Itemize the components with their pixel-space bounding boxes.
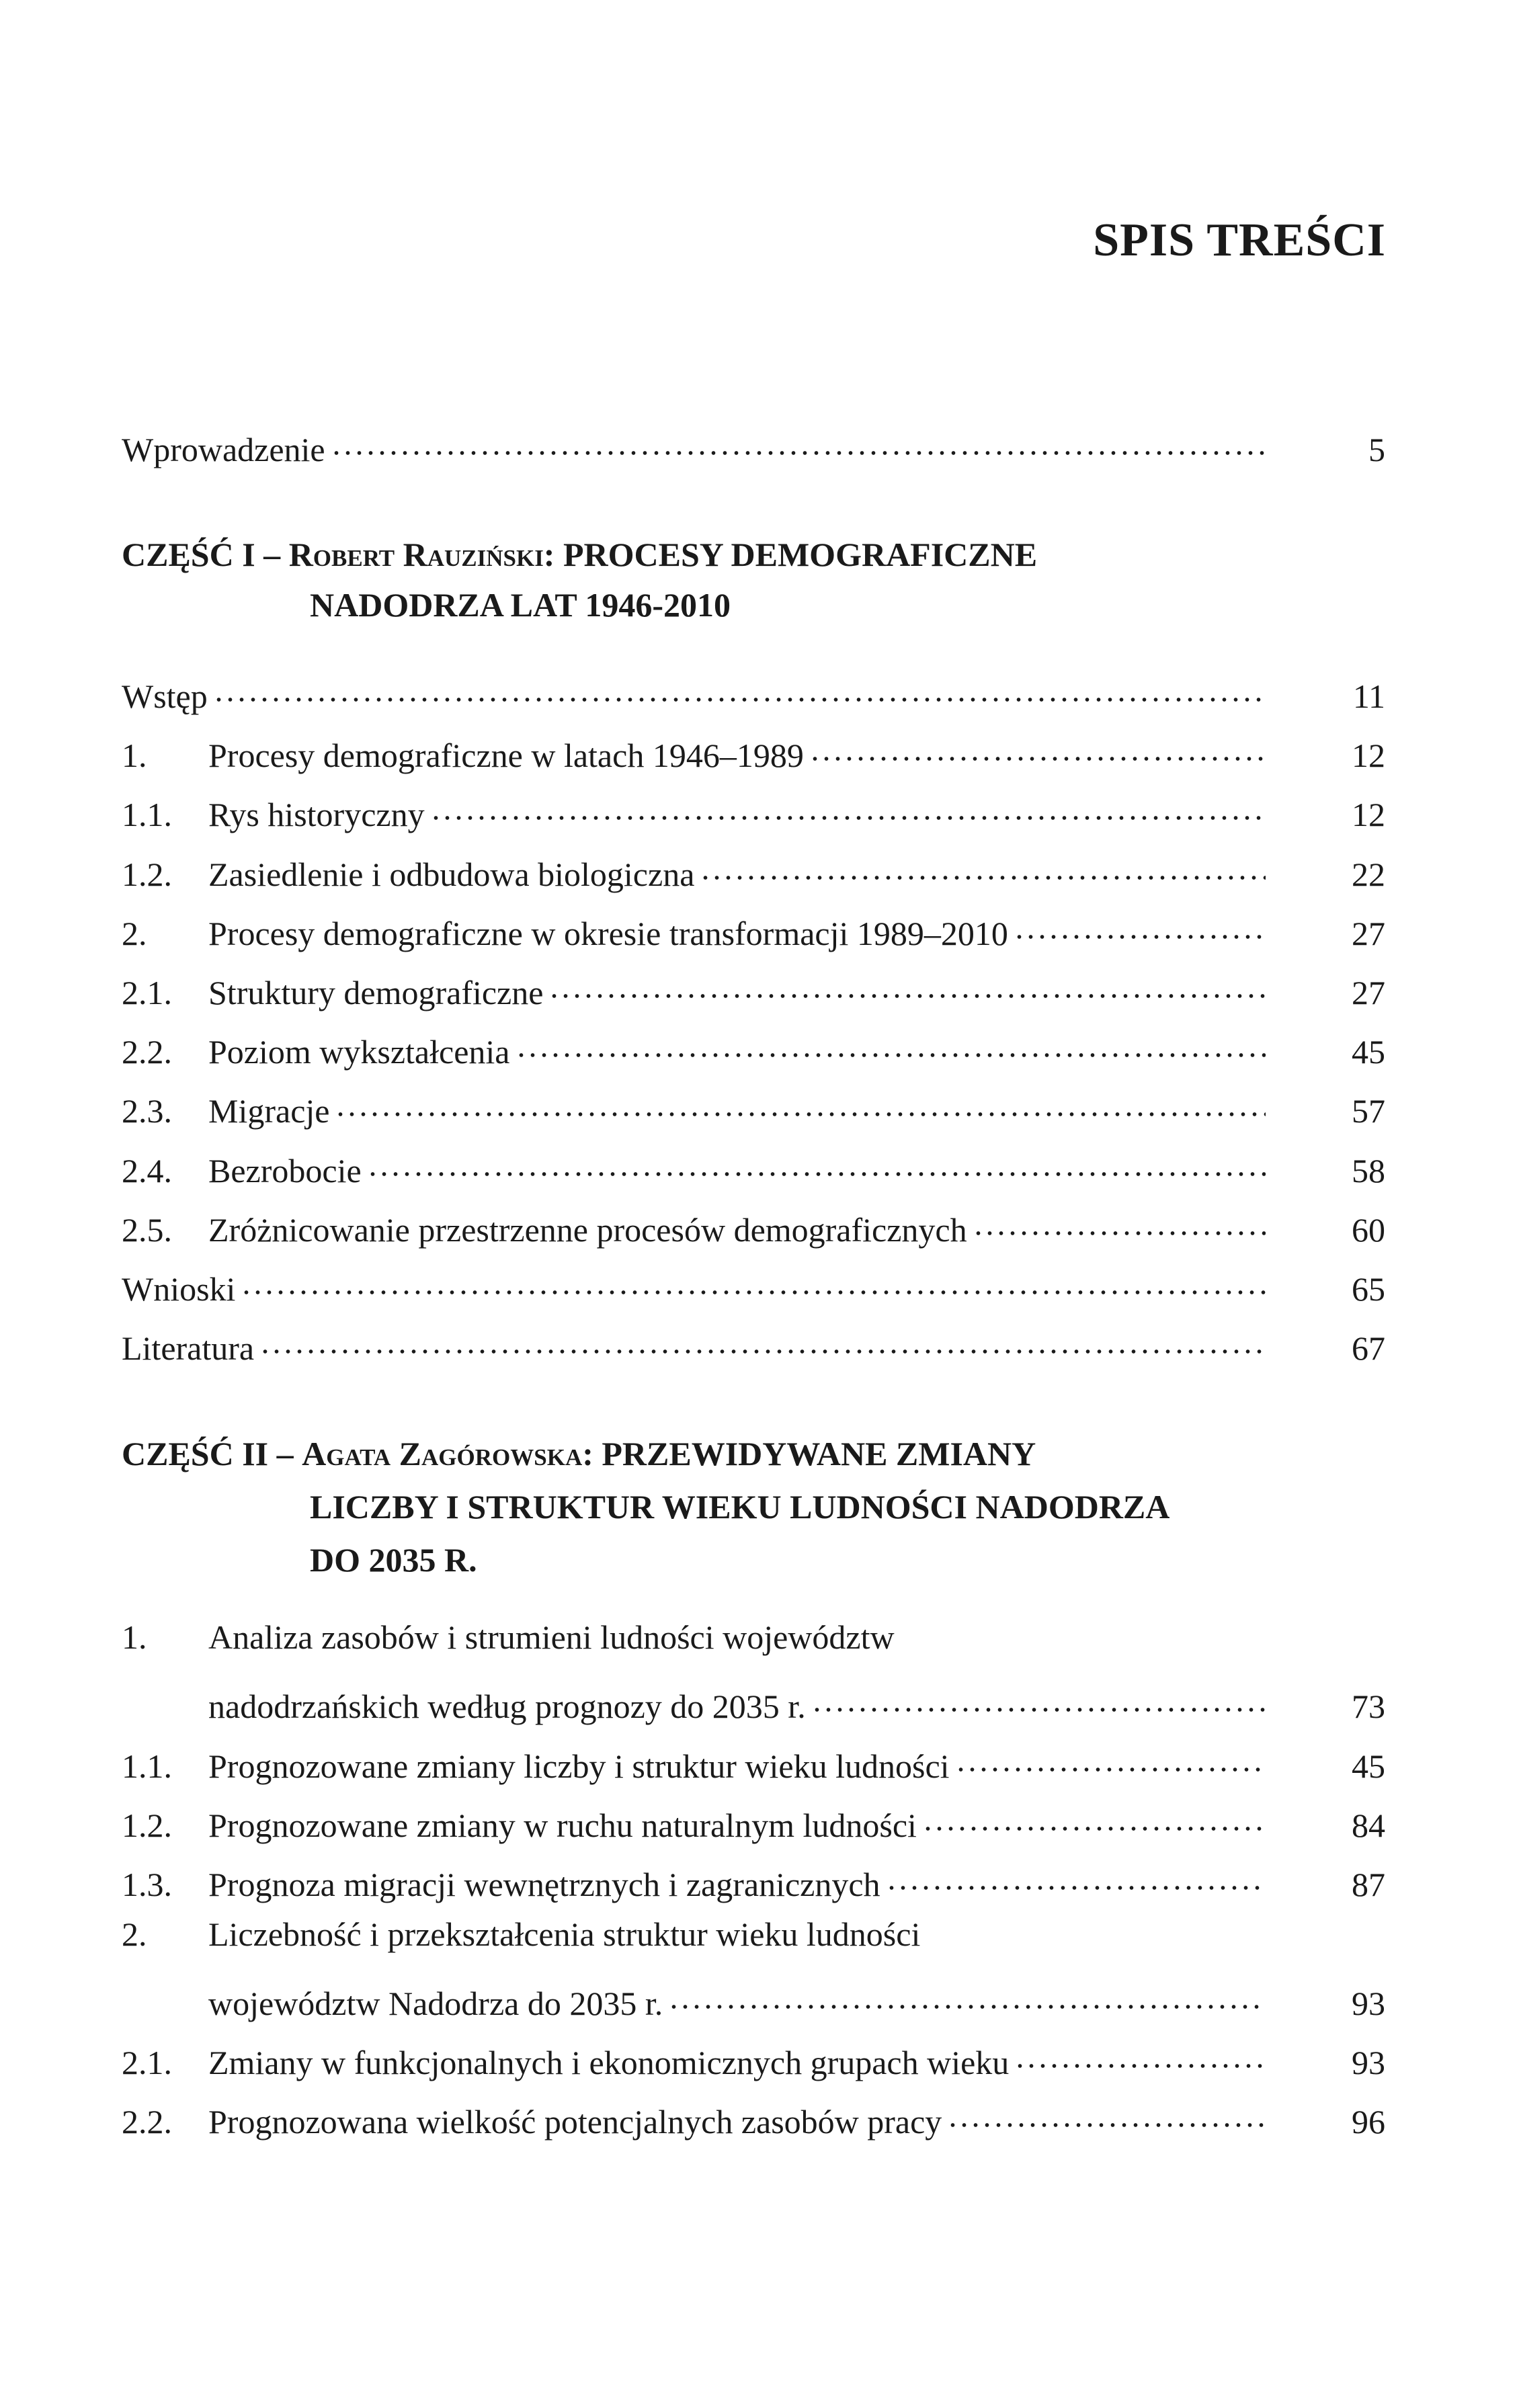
dot-leader <box>430 783 1266 826</box>
entry-text: Prognozowana wielkość potencjalnych zasobów pracy <box>208 2103 942 2141</box>
entry-number: 2.1. <box>122 974 172 1011</box>
toc-entry[interactable] <box>122 1020 1385 1071</box>
entry-text: Wprowadzenie <box>122 431 325 468</box>
toc-entry[interactable] <box>122 2090 1385 2141</box>
dot-leader <box>259 1317 1266 1360</box>
entry-text: Poziom wykształcenia <box>208 1033 510 1071</box>
toc-entry[interactable] <box>122 724 1385 775</box>
entry-text: województw Nadodrza do 2035 r. <box>208 1984 663 2022</box>
dot-leader <box>922 1794 1266 1837</box>
entry-page: 12 <box>1352 796 1385 834</box>
entry-number: 2.2. <box>122 1033 172 1071</box>
entry-page: 73 <box>1352 1688 1385 1726</box>
toc-entry-intro[interactable] <box>122 418 1385 468</box>
part1-heading <box>122 533 1037 576</box>
dot-leader <box>809 724 1266 767</box>
dot-leader <box>331 418 1266 461</box>
entry-text: nadodrzańskich według prognozy do 2035 r. <box>208 1688 806 1726</box>
entry-page: 96 <box>1352 2103 1385 2141</box>
entry-text: Zróżnicowanie przestrzenne procesów demograficznych <box>208 1210 967 1249</box>
dot-leader <box>886 1853 1266 1896</box>
entry-number: 2.1. <box>122 2044 172 2082</box>
entry-text: Migracje <box>208 1092 330 1130</box>
dot-leader <box>1014 2031 1266 2074</box>
entry-page: 87 <box>1352 1866 1385 1904</box>
dot-leader <box>548 961 1266 1004</box>
entry-number: 2.3. <box>122 1092 172 1130</box>
entry-page: 5 <box>1368 431 1385 468</box>
toc-entry[interactable] <box>122 1079 1385 1130</box>
entry-text: Rys historyczny <box>208 796 425 834</box>
dot-leader <box>516 1020 1266 1063</box>
part1-heading-line2: NADODRZA LAT 1946-2010 <box>310 586 731 624</box>
part-label: CZĘŚĆ I – <box>122 536 289 573</box>
dot-leader <box>367 1139 1266 1182</box>
entry-page: 60 <box>1352 1210 1385 1249</box>
dot-leader <box>668 1972 1266 2015</box>
toc-entry[interactable] <box>122 1853 1385 1904</box>
dot-leader <box>700 843 1266 886</box>
entry-page: 65 <box>1352 1270 1385 1308</box>
dot-leader <box>241 1257 1266 1300</box>
toc-entry[interactable] <box>122 843 1385 893</box>
entry-text: Struktury demograficzne <box>208 974 544 1011</box>
entry-page: 84 <box>1352 1806 1385 1844</box>
entry-number: 2. <box>122 1915 147 1953</box>
entry-text: Zmiany w funkcjonalnych i ekonomicznych grupach wieku <box>208 2044 1010 2082</box>
dot-leader <box>213 665 1266 708</box>
entry-text: Prognozowane zmiany w ruchu naturalnym ludności <box>208 1806 917 1844</box>
entry-number: 2. <box>122 914 147 952</box>
entry-number: 2.4. <box>122 1151 172 1190</box>
part2-heading-line3: DO 2035 R. <box>310 1541 477 1579</box>
page-title: SPIS TREŚCI <box>1093 214 1386 266</box>
part2-heading <box>122 1432 1036 1475</box>
entry-number: 2.5. <box>122 1210 172 1249</box>
entry-text: Analiza zasobów i strumieni ludności województw <box>208 1618 895 1656</box>
part-author: Agata Zagórowska: <box>302 1435 593 1472</box>
entry-text: Literatura <box>122 1329 255 1368</box>
entry-number: 1.1. <box>122 1747 172 1785</box>
dot-leader <box>1014 902 1266 945</box>
toc-entry[interactable] <box>122 902 1385 952</box>
entry-page: 67 <box>1352 1329 1385 1368</box>
toc-entry <box>122 1616 1385 1659</box>
entry-text: Zasiedlenie i odbudowa biologiczna <box>208 855 695 893</box>
entry-number: 1. <box>122 737 147 775</box>
toc-entry[interactable] <box>122 1198 1385 1249</box>
toc-entry[interactable] <box>122 1675 1385 1726</box>
entry-text: Wstęp <box>122 677 208 715</box>
entry-page: 58 <box>1352 1151 1385 1190</box>
toc-entry[interactable] <box>122 1972 1385 2022</box>
toc-entry[interactable] <box>122 2031 1385 2082</box>
entry-text: Procesy demograficzne w latach 1946–1989 <box>208 737 804 775</box>
entry-page: 22 <box>1352 855 1385 893</box>
toc-entry <box>122 1913 1385 1956</box>
entry-page: 27 <box>1352 974 1385 1011</box>
entry-page: 27 <box>1352 914 1385 952</box>
dot-leader <box>811 1675 1266 1718</box>
toc-entry[interactable] <box>122 1257 1385 1308</box>
entry-text: Prognoza migracji wewnętrznych i zagranicznych <box>208 1866 880 1904</box>
entry-number: 1.2. <box>122 855 172 893</box>
entry-page: 57 <box>1352 1092 1385 1130</box>
entry-number: 1.1. <box>122 796 172 834</box>
toc-entry[interactable] <box>122 665 1385 715</box>
part-title: PROCESY DEMOGRAFICZNE <box>555 536 1038 573</box>
entry-page: 12 <box>1352 737 1385 775</box>
entry-page: 45 <box>1352 1747 1385 1785</box>
entry-page: 11 <box>1352 677 1385 715</box>
entry-text: Procesy demograficzne w okresie transformacji 1989–2010 <box>208 914 1008 952</box>
entry-text: Wnioski <box>122 1270 236 1308</box>
part2-heading-line2: LICZBY I STRUKTUR WIEKU LUDNOŚCI NADODRZA <box>310 1488 1170 1526</box>
dot-leader <box>335 1079 1266 1122</box>
entry-number: 1.2. <box>122 1806 172 1844</box>
dot-leader <box>955 1735 1266 1778</box>
entry-text: Bezrobocie <box>208 1151 362 1190</box>
part-label: CZĘŚĆ II – <box>122 1435 302 1472</box>
toc-entry[interactable] <box>122 1794 1385 1844</box>
entry-number: 1. <box>122 1618 147 1656</box>
entry-page: 45 <box>1352 1033 1385 1071</box>
dot-leader <box>947 2090 1266 2133</box>
toc-entry[interactable] <box>122 1735 1385 1785</box>
entry-text: Liczebność i przekształcenia struktur wieku ludności <box>208 1915 921 1953</box>
entry-number: 1.3. <box>122 1866 172 1904</box>
entry-number: 2.2. <box>122 2103 172 2141</box>
toc-entry[interactable] <box>122 1139 1385 1190</box>
part-title: PRZEWIDYWANE ZMIANY <box>593 1435 1036 1472</box>
toc-entry[interactable] <box>122 783 1385 834</box>
entry-page: 93 <box>1352 2044 1385 2082</box>
toc-entry[interactable] <box>122 961 1385 1011</box>
entry-page: 93 <box>1352 1984 1385 2022</box>
toc-entry[interactable] <box>122 1317 1385 1368</box>
dot-leader <box>973 1198 1266 1241</box>
entry-text: Prognozowane zmiany liczby i struktur wieku ludności <box>208 1747 950 1785</box>
part-author: Robert Rauziński: <box>288 536 555 573</box>
